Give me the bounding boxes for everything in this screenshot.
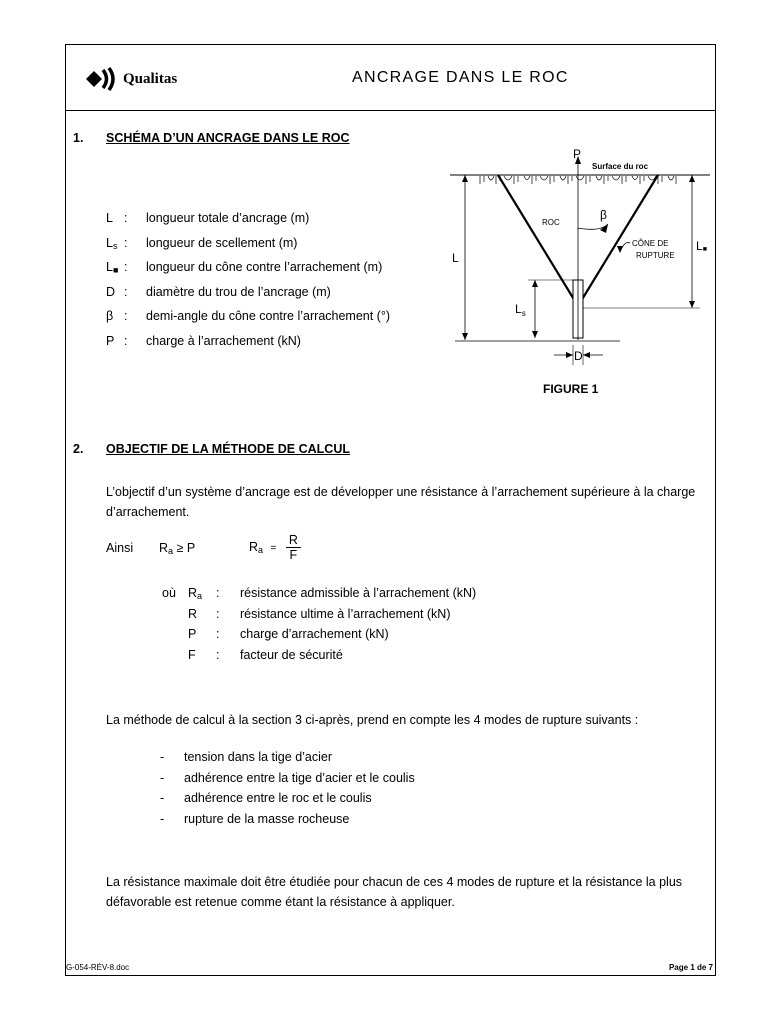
legend-description: charge à l’arrachement (kN) xyxy=(146,334,301,348)
ainsi-label: Ainsi xyxy=(106,541,134,555)
legend-symbol: $L_s$ xyxy=(106,235,118,251)
bullet-dash: - xyxy=(160,770,165,785)
label-cone-line1: CÔNE DE xyxy=(632,239,669,248)
failure-mode-text: adhérence entre la tige d’acier et le coulis xyxy=(184,770,415,785)
legend-colon: : xyxy=(124,235,128,250)
inequality: $R_a \ge P$ xyxy=(159,541,196,556)
definition-description: facteur de sécurité xyxy=(240,647,343,662)
label-l: L xyxy=(452,251,459,265)
definition-row xyxy=(188,627,389,642)
failure-mode-text: rupture de la masse rocheuse xyxy=(184,811,350,826)
definition-symbol: P xyxy=(188,627,197,641)
legend-description: longueur de scellement (m) xyxy=(146,235,298,250)
legend-description: diamètre du trou de l’ancrage (m) xyxy=(146,284,331,299)
label-roc: ROC xyxy=(542,218,560,227)
legend-colon: : xyxy=(124,260,128,275)
legend-colon: : xyxy=(124,211,128,225)
definition-row xyxy=(188,586,476,601)
failure-mode-item xyxy=(160,791,372,805)
label-p: P xyxy=(573,147,582,161)
ou-label: où xyxy=(162,586,176,600)
anchor-diagram xyxy=(440,140,720,375)
legend-row xyxy=(106,334,301,349)
method-paragraph: La méthode de calcul à la section 3 ci-après, prend en compte les 4 modes de rupture suivants : xyxy=(106,713,639,727)
logo xyxy=(86,65,177,93)
legend-row xyxy=(106,260,382,275)
definition-colon: : xyxy=(216,586,220,600)
label-beta: β xyxy=(600,208,607,222)
figure-caption: FIGURE 1 xyxy=(543,382,599,396)
definition-symbol: R xyxy=(188,606,198,621)
legend-description: longueur totale d’ancrage (m) xyxy=(146,211,310,225)
failure-mode-item xyxy=(160,750,332,764)
legend-colon: : xyxy=(124,284,128,299)
document-title: ANCRAGE DANS LE ROC xyxy=(352,69,569,86)
label-ls: $L_s$ xyxy=(515,302,526,318)
equation: $R_a$ = $\frac{R}{F}$ xyxy=(249,533,301,562)
legend-description: demi-angle du cône contre l’arrachement (°) xyxy=(146,309,391,324)
section-2-number: 2. xyxy=(73,442,84,456)
failure-mode-item xyxy=(160,812,349,826)
footer-page-number: Page 1 de 7 xyxy=(668,963,713,972)
section-1-title: SCHÉMA D’UN ANCRAGE DANS LE ROC xyxy=(106,131,350,145)
bullet-dash: - xyxy=(160,811,165,826)
label-d: D xyxy=(574,349,583,363)
conclusion-paragraph: La résistance maximale doit être étudiée pour chacun de ces 4 modes de rupture et la résistance la plus défavorable est retenue comme étant la résistance à appliquer. xyxy=(106,875,683,909)
failure-mode-item xyxy=(160,771,415,785)
label-cone-line2: RUPTURE xyxy=(636,251,675,260)
definition-row xyxy=(188,607,451,622)
logo-text: Qualitas xyxy=(123,70,178,87)
legend-symbol: β xyxy=(106,309,114,324)
section-1-number: 1. xyxy=(73,131,84,145)
definition-description: résistance admissible à l’arrachement (kN) xyxy=(240,586,477,600)
legend-symbol: D xyxy=(106,284,116,299)
definition-description: charge d’arrachement (kN) xyxy=(240,627,389,641)
section-2-title: OBJECTIF DE LA MÉTHODE DE CALCUL xyxy=(106,442,350,456)
definition-symbol: $R_a$ xyxy=(188,586,203,601)
legend-symbol: L xyxy=(106,211,113,225)
footer-filename: G-054-RÉV-8.doc xyxy=(66,963,130,972)
bullet-dash: - xyxy=(160,750,165,764)
page-header xyxy=(66,45,715,111)
legend-symbol: $L_■$ xyxy=(106,260,119,276)
definition-row xyxy=(188,648,343,663)
failure-mode-text: adhérence entre le roc et le coulis xyxy=(184,791,372,805)
definition-description: résistance ultime à l’arrachement (kN) xyxy=(240,606,451,621)
definition-colon: : xyxy=(216,647,220,662)
label-lc: L■ xyxy=(696,239,707,253)
qualitas-logo-icon xyxy=(86,66,118,92)
definition-colon: : xyxy=(216,606,220,621)
legend-symbol: P xyxy=(106,334,115,348)
bullet-dash: - xyxy=(160,791,165,805)
legend-row xyxy=(106,285,331,300)
fraction: $\frac{R}{F}$ xyxy=(286,533,301,562)
definition-symbol: F xyxy=(188,647,196,662)
legend-row xyxy=(106,236,297,251)
legend-row xyxy=(106,309,390,324)
definition-colon: : xyxy=(216,627,220,641)
cone-left-edge xyxy=(498,175,578,306)
legend-description: longueur du cône contre l’arrachement (m) xyxy=(146,260,383,275)
legend-colon: : xyxy=(124,334,128,348)
label-surface: Surface du roc xyxy=(592,162,649,171)
legend-row xyxy=(106,211,309,226)
failure-mode-text: tension dans la tige d’acier xyxy=(184,750,333,764)
legend-colon: : xyxy=(124,309,128,324)
objective-paragraph: L’objectif d’un système d’ancrage est de développer une résistance à l’arrachement supérieure à la charge d’arrachement. xyxy=(106,485,696,519)
